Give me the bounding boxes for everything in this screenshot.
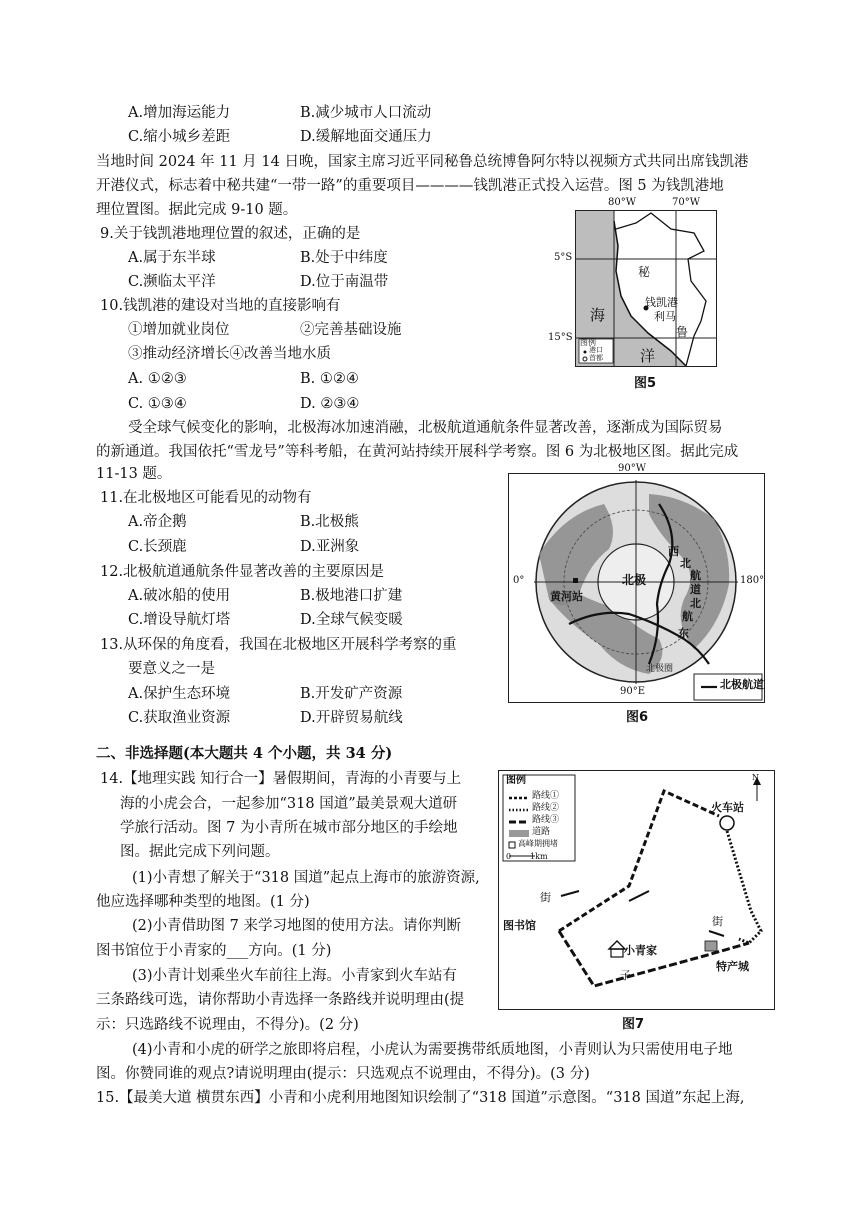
fig7-legend-route1: 路线① [532,791,560,801]
q14-line1: 14.【地理实践 知行合一】暑假期间，青海的小青要与上 [100,771,462,787]
fig6-nw-route-char-4: 道 [690,583,701,596]
intro-9-10-line2: 开港仪式，标志着中秘共建“一带一路”的重要项目————钱凯港正式投入运营。图 5 为钱凯港地 [96,178,724,194]
specialty-city-icon [705,941,717,951]
q14-sub4-line2: 图。你赞同谁的观点?请说明理由(提示：只选观点不说理由，不得分)。(3 分) [96,1066,590,1082]
fig6-north-pole-label: 北极 [622,573,647,587]
intro-11-13-line1: 受全球气候变化的影响，北极海冰加速消融，北极航道通航条件显著改善，逐渐成为国际贸易 [128,420,723,436]
q11-option-c: C.长颈鹿 [128,539,187,555]
q12-option-d: D.全球气候变暖 [300,612,403,628]
fig7-home-label: 小青家 [624,944,657,957]
q10-item-1: ①增加就业岗位 [128,322,230,338]
q14-sub4-line1: (4)小青和小虎的研学之旅即将启程，小虎认为需要携带纸质地图，小青则认为只需使用电子地 [132,1042,733,1058]
q13-option-a: A.保护生态环境 [128,686,231,702]
fig6-label-90w: 90°W [618,463,647,474]
fig6-legend-label: 北极航道 [720,678,764,691]
fig5-caption: 图5 [634,376,657,391]
fig6-nw-route-char-3: 航 [690,569,701,582]
fig7-north-label: N [752,773,759,782]
fig7-legend-road: 道路 [532,827,551,837]
fig7-legend-route3: 路线③ [532,815,560,825]
train-station-icon [720,816,734,830]
fig6-label-180: 180° [740,575,765,586]
huanghe-station-marker-icon [573,578,578,583]
q10-item-3: ③推动经济增长④改善当地水质 [128,346,331,362]
intro-11-13-line3: 11-13 题。 [96,466,172,482]
fig7-street-label-2: 街 [712,915,723,928]
fig7-legend-jam: 高峰期拥堵 [518,839,558,848]
fig5-lat-5s: 5°S [554,252,573,263]
fig5-port-label: 钱凯港 [645,296,678,309]
peru-map [576,211,716,366]
fig7-scale-zero: 0 [506,852,512,861]
fig6-label-0: 0° [513,575,525,586]
q12-stem: 12.北极航道通航条件显著改善的主要原因是 [100,564,385,580]
q8-option-a: A.增加海运能力 [128,105,231,121]
q10-option-b: B. ①②④ [300,371,359,387]
q14-line2: 海的小虎会合，一起参加“318 国道”最美景观大道研 [120,796,458,812]
fig7-street-label-1: 街 [540,891,551,904]
fig6-nw-route-char-2: 北 [680,557,691,570]
q13-option-b: B.开发矿产资源 [300,686,403,702]
fig5-capital-label: 利马 [654,310,676,323]
q12-option-b: B.极地港口扩建 [300,588,403,604]
q12-option-c: C.增设导航灯塔 [128,612,231,628]
fig6-ne-route-char-3: 东 [678,627,689,640]
fig5-legend-capital: 首都 [589,354,603,362]
q13-option-d: D.开辟贸易航线 [300,710,403,726]
q14-sub3-line1: (3)小青计划乘坐火车前往上海。小青家到火车站有 [132,968,458,984]
intro-11-13-line2: 的新通道。我国依托“雪龙号”等科考船，在黄河站持续开展科学考察。图 6 为北极地区图。据此完成 [96,444,739,460]
q14-sub1-line2: 他应选择哪种类型的地图。(1 分) [96,894,310,910]
q14-line4: 图。据此完成下列问题。 [120,844,280,860]
fig6-arctic-circle-label: 北极圈 [646,664,674,674]
fig6-caption: 图6 [626,710,649,725]
q14-sub2-line2: 图书馆位于小青家的___方向。(1 分) [96,943,332,959]
q10-option-d: D. ②③④ [300,396,360,412]
intro-9-10-line1: 当地时间 2024 年 11 月 14 日晚，国家主席习近平同秘鲁总统博鲁阿尔特以视频方式共同出席钱凯港 [96,154,749,170]
section-2-heading: 二、非选择题(本大题共 4 个小题，共 34 分) [96,745,393,762]
q8-option-d: D.缓解地面交通压力 [300,129,432,145]
q13-stem-line1: 13.从环保的角度看，我国在北极地区开展科学考察的重 [100,637,457,653]
fig5-legend-port: 港口 [589,346,603,354]
q9-option-c: C.濒临太平洋 [128,274,216,290]
intro-9-10-line3: 理位置图。据此完成 9-10 题。 [96,202,298,218]
home-icon [609,941,625,949]
q10-stem: 10.钱凯港的建设对当地的直接影响有 [100,298,341,314]
fig5-country-label-1: 秘 [638,265,651,279]
q8-option-c: C.缩小城乡差距 [128,129,231,145]
q14-sub3-line3: 示：只选路线不说理由，不得分)。(2 分) [96,1017,359,1033]
fig7-street-label-3: 子 [620,969,631,982]
q13-stem-line2: 要意义之一是 [128,661,215,677]
fig5-legend-title: 图例 [580,338,596,347]
q11-option-a: A.帝企鹅 [128,514,187,530]
q12-option-a: A.破冰船的使用 [128,588,231,604]
fig5-country-label-2: 鲁 [676,325,689,339]
q14-sub3-line2: 三条路线可选，请你帮助小青选择一条路线并说明理由(提 [96,992,465,1008]
fig7-library-label: 图书馆 [503,919,536,932]
fig7-legend-route2: 路线② [532,803,560,813]
fig7-legend-title: 图例 [506,775,526,786]
q10-option-a: A. ①②③ [128,371,187,387]
q11-stem: 11.在北极地区可能看见的动物有 [100,490,312,506]
fig5-lon-80w: 80°W [608,197,637,208]
q15-line1: 15.【最美大道 横贯东西】小青和小虎利用地图知识绘制了“318 国道”示意图。“318 国道”东起上海, [96,1090,745,1106]
fig7-station-label: 火车站 [711,801,744,814]
q9-option-b: B.处于中纬度 [300,250,388,266]
q9-option-d: D.位于南温带 [300,274,389,290]
q9-option-a: A.属于东半球 [128,250,216,266]
fig7-specialty-city-label: 特产城 [716,960,749,973]
fig5-lat-15s: 15°S [548,332,573,343]
fig6-ne-route-char-1: 北 [690,597,701,610]
q14-sub1-line1: (1)小青想了解关于“318 国道”起点上海市的旅游资源, [132,870,480,886]
fig5-sea-label-2: 洋 [640,347,656,365]
q10-option-c: C. ①③④ [128,396,187,412]
q9-stem: 9.关于钱凯港地理位置的叙述，正确的是 [100,226,361,242]
q14-sub2-line1: (2)小青借助图 7 来学习地图的使用方法。请你判断 [132,918,461,934]
fig6-ne-route-char-2: 航 [682,610,693,623]
fig6-station-label: 黄河站 [550,590,583,603]
q8-option-b: B.减少城市人口流动 [300,105,432,121]
q10-item-2: ②完善基础设施 [300,322,402,338]
fig7-caption: 图7 [622,1017,645,1032]
figure-5-map [575,210,717,367]
fig6-label-90e: 90°E [620,686,646,697]
fig7-scale-km: 1km [530,852,548,861]
fig5-lon-70w: 70°W [672,197,701,208]
q14-line3: 学旅行活动。图 7 为小青所在城市部分地区的手绘地 [120,820,458,836]
q11-option-d: D.亚洲象 [300,539,360,555]
fig5-sea-label-1: 海 [590,306,606,324]
fig6-nw-route-char-1: 西 [668,545,679,558]
q11-option-b: B.北极熊 [300,514,359,530]
q13-option-c: C.获取渔业资源 [128,710,231,726]
